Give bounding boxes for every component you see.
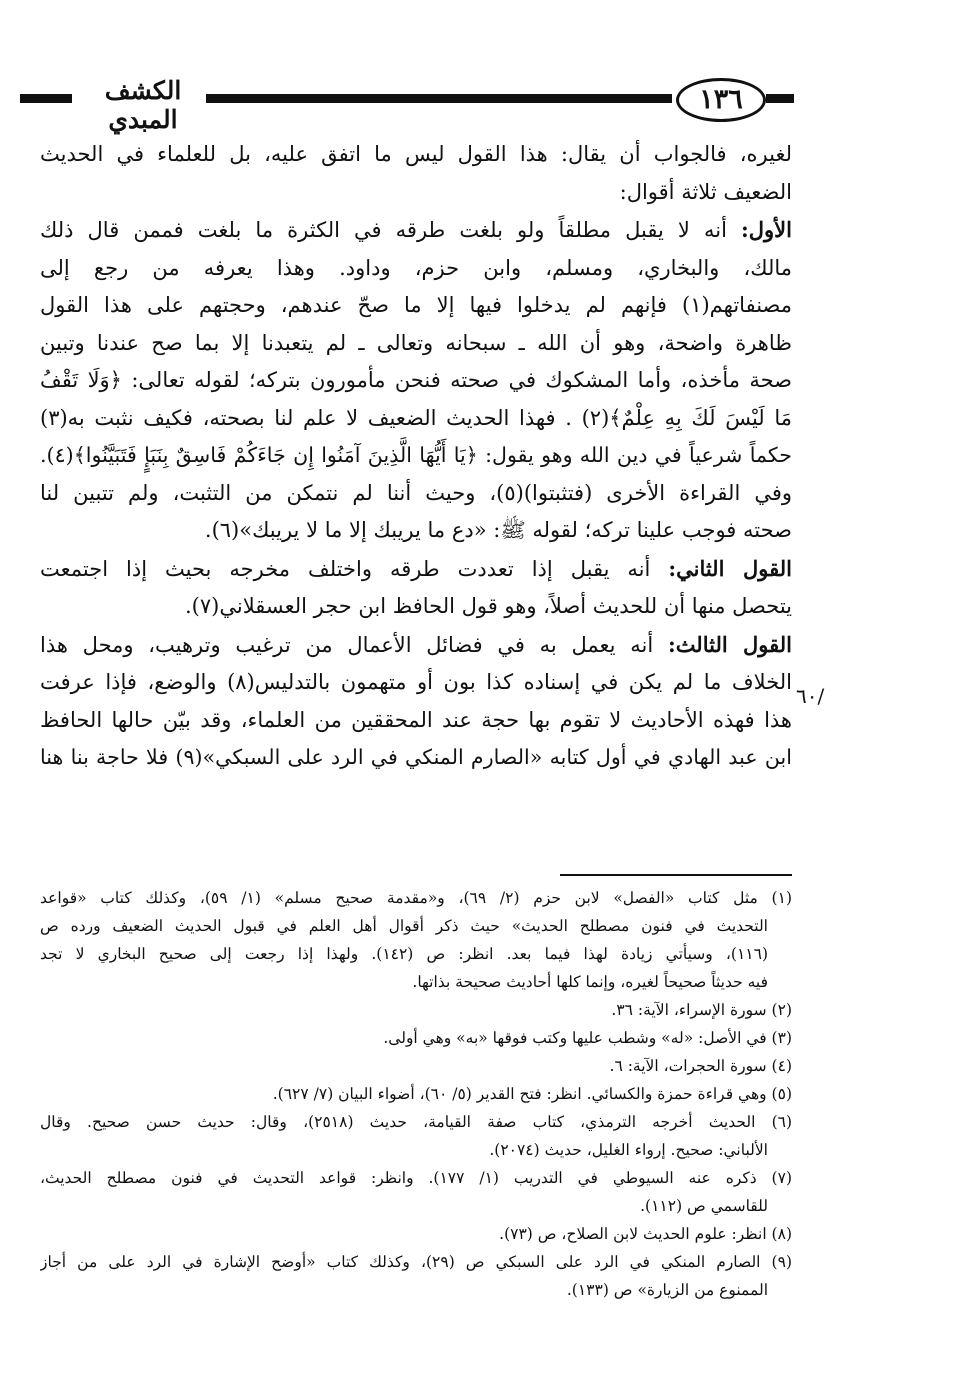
footnote-6 [40, 1108, 792, 1164]
header-rule-middle [206, 94, 672, 103]
footnote-separator [560, 874, 792, 876]
footnote-line: الألباني: صحيح. إرواء الغليل، حديث (٢٠٧٤). [489, 1141, 768, 1159]
footnotes [40, 884, 792, 1304]
text-line: الضعيف ثلاثة أقوال: [619, 179, 792, 204]
header-rule-right [766, 94, 794, 103]
footnote-line: (٩) الصارم المنكي في الرد على السبكي ص (٢٩)، وكذلك كتاب «أوضح الإشارة في الرد على من أجاز [40, 1253, 792, 1271]
margin-folio-note: ٦٠/ [796, 684, 825, 708]
text-run: أنه يعمل به في فضائل الأعمال من ترغيب وترهيب، ومحل هذا [40, 632, 668, 657]
footnote-line: (٢) سورة الإسراء، الآية: ٣٦. [611, 1001, 792, 1019]
footnote-line: للقاسمي ص (١١٢). [640, 1197, 768, 1215]
text-line: ظاهرة واضحة، وهو أن الله ـ سبحانه وتعالى ـ لم يتعبدنا إلا بما صح عندنا وتبين [40, 330, 792, 355]
text-line: يتحصل منها أن للحديث أصلاً، وهو قول الحافظ ابن حجر العسقلاني(٧). [185, 594, 792, 618]
footnote-3 [40, 1024, 792, 1052]
footnote-line: (٦) الحديث أخرجه الترمذي، كتاب صفة القيامة، حديث (٢٥١٨)، وقال: حديث حسن صحيح. وقال [40, 1113, 792, 1131]
footnote-line: (١) مثل كتاب «الفصل» لابن حزم (٢/ ٦٩)، و«مقدمة صحيح مسلم» (١/ ٥٩)، وكذلك كتاب «قواعد [40, 889, 792, 907]
footnote-line: فيه حديثاً صحيحاً لغيره، وإنما كلها أحاديث صحيحة بذاتها. [412, 973, 768, 991]
page-header [0, 0, 956, 140]
text-line [40, 626, 792, 665]
footnote-1 [40, 884, 792, 996]
main-text [40, 136, 792, 777]
footnote-line: (٤) سورة الحجرات، الآية: ٦. [609, 1057, 792, 1075]
page-number: ١٣٦ [676, 78, 766, 122]
text-line: وفي القراءة الأخرى (فتثبتوا)(٥)، وحيث أننا لم نتمكن من التثبت، ولم تتبين لنا [40, 480, 792, 505]
paragraph-third-opinion [40, 626, 792, 777]
first-opinion-heading: الأول: [741, 217, 792, 242]
footnote-8 [40, 1220, 792, 1248]
third-opinion-heading: القول الثالث: [667, 631, 792, 657]
footnote-7 [40, 1164, 792, 1220]
header-rule-left [20, 94, 72, 103]
footnote-line: الممنوع من الزيارة» ص (١٣٣). [566, 1281, 768, 1299]
text-line: مَا لَيْسَ لَكَ بِهِ عِلْمٌ﴾(٢) . فهذا الحديث الضعيف لا علم لنا بصحته، فكيف نثبت به(٣) [40, 405, 792, 430]
paragraph-first-opinion [40, 211, 792, 550]
text-line: صحة مأخذه، وأما المشكوك في صحته فنحن مأمورون بتركه؛ لقوله تعالى: ﴿وَلَا تَقْفُ [40, 368, 792, 392]
text-run: أنه لا يقبل مطلقاً ولو بلغت طرقه في الكثرة ما بلغت فممن قال ذلك [40, 218, 742, 242]
text-line: مصنفاتهم(١) فإنهم لم يدخلوا فيها إلا ما صحّ عندهم، وحجتهم على هذا القول [40, 293, 792, 317]
book-title: الكشف المبدي [104, 76, 182, 134]
paragraph-intro [40, 136, 792, 211]
paragraph-second-opinion [40, 550, 792, 626]
text-line: حكماً شرعياً في دين الله وهو يقول: ﴿يَا أَيُّهَا الَّذِينَ آمَنُوا إِن جَاءَكُمْ فَاسِقٌ بِنَبَإٍ فَتَبَيَّنُوا﴾(٤). [40, 443, 792, 467]
text-line: الخلاف ما لم يكن في إسناده كذا بون أو متهمون بالتدليس(٨) والوضع، فإذا عرفت [40, 670, 792, 694]
text-line: هذا فهذه الأحاديث لا تقوم بها حجة عند المحققين من العلماء، وقد بيّن حالها الحافظ [40, 707, 792, 732]
footnote-2 [40, 996, 792, 1024]
footnote-9 [40, 1248, 792, 1304]
footnote-4 [40, 1052, 792, 1080]
footnote-line: التحديث في فنون مصطلح الحديث» حيث ذكر أقوال أهل العلم في قبول الحديث الضعيف ورده ص [40, 917, 768, 935]
text-line: مالك، والبخاري، ومسلم، وابن حزم، وداود. وهذا يعرفه من رجع إلى [40, 255, 792, 280]
text-line [40, 211, 792, 250]
text-line: لغيره، فالجواب أن يقال: هذا القول ليس ما اتفق عليه، بل للعلماء في الحديث [40, 142, 792, 166]
text-line: ابن عبد الهادي في أول كتابه «الصارم المنكي في الرد على السبكي»(٩) فلا حاجة بنا هنا [40, 745, 792, 769]
text-line: صحته فوجب علينا تركه؛ لقوله ﷺ: «دع ما يريبك إلا ما لا يريبك»(٦). [204, 518, 792, 542]
footnote-line: (٨) انظر: علوم الحديث لابن الصلاح، ص (٧٣). [499, 1225, 792, 1243]
footnote-line: (٥) وهي قراءة حمزة والكسائي. انظر: فتح القدير (٥/ ٦٠)، أضواء البيان (٧/ ٦٢٧). [272, 1085, 792, 1103]
footnote-line: (١١٦)، وسيأتي زيادة لهذا فيما بعد. انظر: ص (١٤٢). ولهذا إذا رجعت إلى صحيح البخاري لا تجد [40, 945, 768, 963]
footnote-5 [40, 1080, 792, 1108]
footnote-line: (٣) في الأصل: «له» وشطب عليها وكتب فوقها «به» وهي أولى. [383, 1029, 792, 1047]
text-line [40, 550, 792, 589]
text-run: أنه يقبل إذا تعددت طرقه واختلف مخرجه بحيث إذا اجتمعت [40, 556, 669, 581]
footnote-line: (٧) ذكره عنه السيوطي في التدريب (١/ ١٧٧). وانظر: قواعد التحديث في فنون مصطلح الحديث، [40, 1169, 792, 1187]
second-opinion-heading: القول الثاني: [668, 555, 792, 581]
